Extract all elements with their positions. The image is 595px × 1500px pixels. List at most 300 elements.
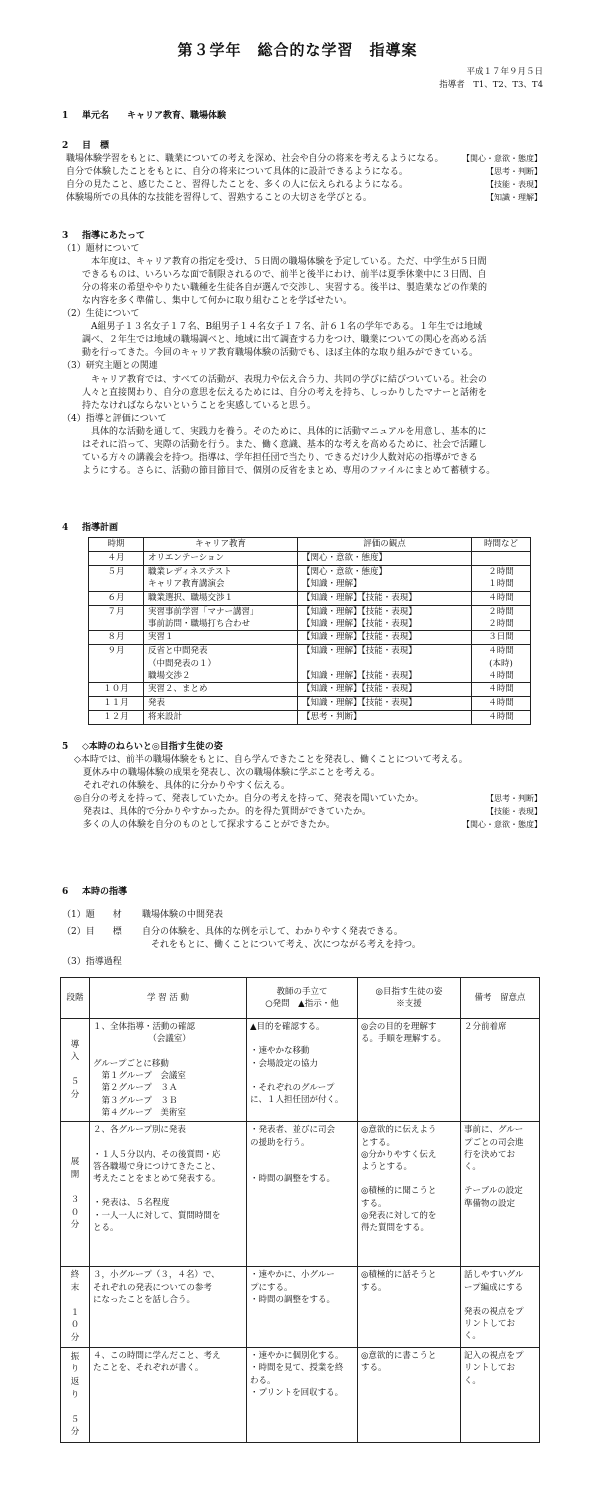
teacher-support-line: プにする。 <box>250 1282 293 1293</box>
teacher-support-cell <box>247 1347 358 1442</box>
teacher-support-line: ・速やかに個別化する。 <box>250 1350 344 1361</box>
student-goal-line: する。 <box>361 1282 387 1293</box>
process-row <box>61 1267 540 1348</box>
student-goal-cell <box>358 1347 461 1442</box>
plan-hours: ４時間 <box>488 592 514 603</box>
plan-header: 時期 <box>89 538 144 552</box>
teacher-support-line <box>250 1033 354 1045</box>
paragraph-line: できるものは、いろいろな面で制限されるので、前半と後半にわけ、前半は夏季休業中に３日間、自 <box>82 270 487 281</box>
plan-hours-cell <box>472 711 531 725</box>
student-goal-line: ようとする。 <box>361 1162 413 1173</box>
process-table <box>60 977 540 1443</box>
activity-line: （会議室） <box>93 1034 191 1045</box>
stage-line: 展 <box>70 1157 80 1168</box>
student-goal-line: 得た質問をする。 <box>361 1223 430 1234</box>
process-header-notes: 備考 留意点 <box>461 978 540 1019</box>
plan-hours <box>476 552 526 564</box>
goal-tag: 【技能・表現】 <box>486 180 542 190</box>
student-goal-line: ◎分かりやすく伝え <box>361 1149 437 1160</box>
activity-line: 第１グループ 会議室 <box>93 1070 186 1081</box>
header-line: 教師の手立て <box>276 986 328 997</box>
plan-hours-cell <box>472 605 531 631</box>
plan-eval-cell <box>298 697 472 711</box>
stage-line: ５ <box>70 1414 80 1425</box>
stage-line: ０ <box>70 1320 80 1331</box>
activity-line: 第３グループ ３Ｂ <box>93 1095 178 1106</box>
goal-row <box>62 179 542 192</box>
plan-activity: （中間発表の１） <box>148 658 217 669</box>
notes-line <box>464 1173 536 1185</box>
plan-eval <box>302 658 467 670</box>
notes-cell <box>461 1019 540 1122</box>
plan-hours-cell <box>472 631 531 645</box>
plan-hours-cell <box>472 552 531 566</box>
activity-line <box>93 1185 243 1197</box>
plan-hours: ４時間 <box>488 670 514 681</box>
paragraph-line: A組男子１３名女子１７名、B組男子１４名女子１７名、計６１名の学年である。１年生では地域 <box>82 322 483 333</box>
goal-text: 自分で体験したことをもとに、自分の将来について具体的に設計できるようになる。 <box>66 167 408 178</box>
section-title: 指導にあたって <box>82 231 146 241</box>
teacher-support-line: ・時間を見て、授業を終 <box>250 1363 344 1374</box>
plan-activity-cell <box>144 645 298 683</box>
plan-hours: ４時間 <box>488 698 514 709</box>
plan-month: ７月 <box>89 605 144 631</box>
student-goal-cell <box>358 1019 461 1122</box>
plan-activity-cell <box>144 591 298 605</box>
section-guidance <box>62 230 542 478</box>
plan-eval: 【知識・理解】【技能・表現】 <box>302 632 417 643</box>
stage-line: 振 <box>70 1351 80 1362</box>
plan-hours-cell <box>472 591 531 605</box>
plan-activity-cell <box>144 566 298 592</box>
stage-line: 末 <box>70 1282 80 1293</box>
guidance-subsection <box>62 308 542 360</box>
student-goal-cell <box>358 1267 461 1348</box>
aim-line <box>62 806 542 819</box>
process-header-row <box>61 978 540 1019</box>
notes-cell <box>461 1267 540 1348</box>
goal-tag: 【思考・判断】 <box>486 167 542 177</box>
goal-text: 職場体験学習をもとに、職業についての考えを深め、社会や自分の将来を考えるようになる。 <box>66 154 444 165</box>
paragraph-line: キャリア教育では、すべての活動が、表現力や伝え合う力、共同の学びに結びついている。社会の <box>82 374 487 385</box>
section-title: 単元名 <box>82 111 110 121</box>
teacher-support-line: ・発表者、並びに司会 <box>250 1125 336 1136</box>
plan-hours: ４時間 <box>488 646 514 657</box>
teacher-support-line <box>250 1161 354 1173</box>
notes-cell <box>461 1122 540 1267</box>
plan-activity-cell <box>144 697 298 711</box>
activity-line: になったことを話し合う。 <box>93 1294 196 1305</box>
plan-activity-cell <box>144 605 298 631</box>
activity-line: とる。 <box>93 1223 119 1234</box>
notes-line: 事前に、グルー <box>464 1125 524 1136</box>
stage-cell <box>61 1267 90 1348</box>
teacher-support-line: ・プリントを回収する。 <box>250 1387 344 1398</box>
plan-activity-cell <box>144 631 298 645</box>
section-title: ◇本時のねらいと◎目指す生徒の姿 <box>82 742 223 752</box>
paragraph-line: 分の将来の希望ややりたい職種を生徒各自が選んで交渉し、実習する。後半は、製造業などの作業的 <box>82 283 488 294</box>
plan-hours-cell <box>472 566 531 592</box>
plan-activity: 反省と中間発表 <box>148 646 208 657</box>
header-line: ◎目指す生徒の姿 <box>375 986 443 997</box>
subsection-label: （3）研究主題との関連 <box>62 361 158 372</box>
subsection-label: （1）題材について <box>62 244 140 255</box>
activity-line: ・発表は、５名程度 <box>93 1198 170 1209</box>
activity-line: 第４グループ 美術室 <box>93 1107 186 1118</box>
student-goal-line: ◎会の目的を理解す <box>361 1022 437 1032</box>
aim-line <box>62 780 542 793</box>
stage-line: 返 <box>70 1377 80 1388</box>
guidance-subsection <box>62 243 542 308</box>
activity-line: 答各職場で身につけてきたこと、 <box>93 1161 221 1172</box>
plan-eval: 【知識・理解】【技能・表現】 <box>302 698 417 709</box>
plan-activity: 実習２、まとめ <box>148 684 208 695</box>
plan-hours: ２時間 <box>488 618 514 629</box>
paragraph-line: な内容を多く準備し、集中して何かに取り組むことを学ばせたい。 <box>82 296 353 307</box>
header-meta <box>439 66 543 92</box>
plan-activity: 実習１ <box>148 632 174 643</box>
plan-month: ４月 <box>89 552 144 566</box>
aim-text: 発表は、具体的で分かりやすかったか。的を得た質問ができていたか。 <box>74 807 372 818</box>
lesson-topic <box>62 909 542 922</box>
plan-eval: 【知識・理解】 <box>302 579 362 590</box>
student-goal-line: ◎積極的に聞こうと <box>361 1186 437 1197</box>
section-title: 目 標 <box>82 141 110 151</box>
notes-line <box>464 1294 536 1306</box>
goal-tag: 【知識・理解】 <box>486 193 542 203</box>
aims-list <box>62 754 542 832</box>
guidance-subsection <box>62 360 542 412</box>
plan-eval-cell <box>298 683 472 697</box>
unit-name: キャリア教育、職場体験 <box>127 111 227 121</box>
teacher-support-cell <box>247 1267 358 1348</box>
stage-line: 分 <box>70 1220 80 1231</box>
aim-text: 多くの人の体験を自分のものとして探求することができたか。 <box>74 820 336 831</box>
stage-line <box>64 1064 86 1076</box>
notes-line: 記入の視点をプ <box>464 1350 524 1361</box>
plan-activity-cell <box>144 683 298 697</box>
plan-activity: 事前訪問・職場打ち合わせ <box>148 618 251 629</box>
aim-line <box>62 767 542 780</box>
plan-eval-cell <box>298 591 472 605</box>
activity-line: ３，小グループ（３，４名）で、 <box>93 1270 220 1281</box>
plan-hours: (本時) <box>489 658 513 669</box>
teacher-support-cell <box>247 1019 358 1122</box>
stage-line <box>64 1182 86 1194</box>
goal-row <box>62 192 542 205</box>
notes-line: リントしてお <box>464 1319 516 1330</box>
activity-cell <box>90 1347 247 1442</box>
plan-header: 評価の観点 <box>298 538 472 552</box>
goal-row <box>62 153 542 166</box>
process-header-stage: 段階 <box>61 978 90 1019</box>
notes-line: テーブルの設定 <box>464 1186 523 1197</box>
aim-tag: 【関心・意欲・態度】 <box>462 820 542 830</box>
plan-table <box>88 537 531 725</box>
section-number: 6 <box>62 887 69 897</box>
plan-activity: 職業レディネステスト <box>148 567 232 577</box>
activity-line: グループごとに移動 <box>93 1058 169 1069</box>
header-line: ○発問 ▲指示・他 <box>265 999 339 1009</box>
plan-month: １２月 <box>89 711 144 725</box>
stage-cell <box>61 1122 90 1267</box>
stage-line: 分 <box>70 1089 80 1100</box>
lesson-process-label: （3）指導過程 <box>62 957 122 968</box>
activity-line: ・一人一人に対して、質問時間を <box>93 1210 221 1221</box>
header-line: ※支援 <box>396 999 422 1009</box>
aim-line <box>62 819 542 832</box>
plan-activity-cell <box>144 711 298 725</box>
teacher-support-line: に、１人担任団が付く。 <box>250 1095 344 1106</box>
student-goal-line: する。 <box>361 1363 387 1374</box>
stage-line: 開 <box>70 1170 80 1181</box>
process-header-student <box>358 978 461 1019</box>
plan-row <box>89 552 531 566</box>
student-goal-line: る。手順を理解する。 <box>361 1034 447 1045</box>
notes-line: 準備物の設定 <box>464 1198 516 1209</box>
section-goals <box>62 140 542 205</box>
process-header-activity: 学 習 活 動 <box>90 978 247 1019</box>
plan-activity: 職業選択、職場交渉１ <box>148 592 234 603</box>
lesson-goal-line: それをもとに、働くことについて考え、次につながる考えを持つ。 <box>151 940 421 951</box>
stage-line: り <box>70 1389 80 1400</box>
student-goal-line <box>361 1173 457 1185</box>
aim-text: それぞれの体験を、具体的に分かりやすく伝える。 <box>74 781 291 792</box>
notes-line: 行を決めてお <box>464 1149 516 1160</box>
section-heading <box>62 741 542 754</box>
section-heading <box>62 140 542 153</box>
plan-eval: 【知識・理解】【技能・表現】 <box>302 670 417 681</box>
plan-month: ６月 <box>89 591 144 605</box>
subsection-label: （4）指導と評価について <box>62 413 167 424</box>
plan-eval: 【関心・意欲・態度】 <box>302 553 388 563</box>
section-heading <box>62 110 542 123</box>
section-plan <box>62 522 542 535</box>
plan-row <box>89 711 531 725</box>
process-header-teacher <box>247 978 358 1019</box>
subsection-label: （2）生徒について <box>62 309 140 320</box>
plan-activity: 将来設計 <box>148 712 183 723</box>
plan-activity-cell <box>144 552 298 566</box>
notes-line: 発表の視点をプ <box>464 1306 524 1317</box>
stage-line: 分 <box>70 1427 80 1438</box>
section-title: 指導計画 <box>82 523 119 533</box>
notes-line: く。 <box>464 1331 481 1342</box>
goal-list <box>62 153 542 205</box>
plan-eval: 【知識・理解】【技能・表現】 <box>302 684 417 695</box>
stage-line: ３ <box>70 1194 80 1205</box>
aim-text: ◇本時では、前半の職場体験をもとに、自ら学んできたことを発表し、働くことについて考える。 <box>74 755 468 766</box>
plan-eval-cell <box>298 645 472 683</box>
plan-hours: ２時間 <box>488 606 514 617</box>
section-heading <box>62 522 542 535</box>
section-unit <box>62 110 542 123</box>
date: 平成１７年９月５日 <box>466 67 543 77</box>
plan-row <box>89 591 531 605</box>
student-goal-line: ◎発表に対して的を <box>361 1211 437 1222</box>
activity-line: ・１人５分以内、その後質問・応 <box>93 1149 221 1160</box>
notes-line: ープ編成にする <box>464 1282 524 1293</box>
plan-hours-cell <box>472 683 531 697</box>
goal-text: 体験場所での具体的な技能を習得して、習熟することの大切さを学びとる。 <box>66 193 372 204</box>
teacher-support-line: ・速やかに、小グルー <box>250 1270 335 1281</box>
paragraph-line: 調べ、２年生では地域の職場調べと、地域に出て調査する力をつけ、職業についての関心を高める活 <box>82 335 487 346</box>
student-goal-cell <box>358 1122 461 1267</box>
paragraph-line: 人々と直接関わり、自分の意思を伝えるためには、自分の考えを持ち、しっかりしたマナーと話術を <box>82 387 488 398</box>
teacher-support-line: ・時間の調整をする。 <box>250 1294 336 1305</box>
activity-line: 考えたことをまとめて発表する。 <box>93 1174 221 1185</box>
teacher-support-line: ・速やかな移動 <box>250 1046 310 1057</box>
lesson-topic-value: 職場体験の中間発表 <box>142 910 224 921</box>
lesson-topic-label: （1）題 材 <box>62 910 122 921</box>
guidance-subsections <box>62 243 542 478</box>
notes-line: 話しやすいグル <box>464 1270 524 1281</box>
plan-activity: キャリア教育講演会 <box>148 579 225 590</box>
plan-month: ５月 <box>89 566 144 592</box>
section-number: 4 <box>62 523 69 533</box>
section-heading <box>62 886 542 899</box>
notes-cell <box>461 1347 540 1442</box>
plan-row <box>89 631 531 645</box>
aim-tag: 【思考・判断】 <box>486 794 542 804</box>
student-goal-line: ◎積極的に話そうと <box>361 1270 437 1281</box>
teacher-support-line <box>250 1070 354 1082</box>
student-goal-line: ◎意欲的に書こうと <box>361 1350 437 1361</box>
plan-eval-cell <box>298 566 472 592</box>
plan-header-row <box>89 538 531 552</box>
plan-row <box>89 697 531 711</box>
student-goal-line: とする。 <box>361 1137 396 1148</box>
plan-hours: ３日間 <box>488 632 514 643</box>
stage-line: ５ <box>70 1077 80 1088</box>
goal-tag: 【関心・意欲・態度】 <box>462 154 542 164</box>
plan-hours: ４時間 <box>488 684 514 695</box>
activity-line: それぞれの発表についての参考 <box>93 1282 212 1293</box>
teacher-support-line: わる。 <box>250 1375 276 1386</box>
stage-cell <box>61 1019 90 1122</box>
guidance-subsection <box>62 413 542 478</box>
section-number: 2 <box>62 141 69 151</box>
stage-line: ０ <box>70 1207 80 1218</box>
aim-tag: 【技能・表現】 <box>486 807 542 817</box>
section-title: 本時の指導 <box>82 887 128 897</box>
teacher-support-line: ・会場設定の協力 <box>250 1058 319 1069</box>
plan-activity: 職場交渉２ <box>148 670 191 681</box>
paragraph-line: 持たなければならないということを実感していると思う。 <box>82 400 317 411</box>
teacher-support-line: ▲目的を確認する。 <box>250 1022 325 1032</box>
plan-row <box>89 683 531 697</box>
notes-line: リントしてお <box>464 1363 516 1374</box>
activity-line: ２、各グループ別に発表 <box>93 1125 186 1136</box>
stage-line: １ <box>70 1307 80 1318</box>
plan-header: キャリア教育 <box>144 538 298 552</box>
stage-line <box>64 1402 86 1414</box>
plan-eval: 【思考・判断】 <box>302 712 362 723</box>
activity-cell <box>90 1019 247 1122</box>
aim-text: ◎自分の考えを持って、発表していたか。自分の考えを持って、発表を聞いていたか。 <box>74 794 424 805</box>
plan-month: ９月 <box>89 645 144 683</box>
lesson-goal-line: 自分の体験を、具体的な例を示して、わかりやすく発表できる。 <box>142 927 403 938</box>
plan-hours: ４時間 <box>488 712 514 723</box>
plan-activity: 実習事前学習「マナー講習」 <box>148 606 259 617</box>
paragraph-line: ている方々の講義会を持つ。指導は、学年担任団で当たり、できるだけ少人数対応の指導ができる <box>82 452 478 463</box>
plan-header: 時間など <box>472 538 531 552</box>
paragraph-line: 具体的な活動を通して、実践力を養う。そのために、具体的に活動マニュアルを用意し、基本的に <box>82 426 487 437</box>
goal-row <box>62 166 542 179</box>
plan-activity: オリエンテーション <box>148 553 224 563</box>
plan-row <box>89 645 531 683</box>
notes-line: プごとの司会進 <box>464 1137 524 1148</box>
activity-cell <box>90 1267 247 1348</box>
activity-line <box>93 1046 243 1058</box>
stage-line: 分 <box>70 1333 80 1344</box>
paragraph-line: はそれに沿って、実際の活動を行う。また、働く意識、基本的な考えを高めるために、社会で活躍し <box>82 439 487 450</box>
instructors: 指導者 T1、T2、T3、T4 <box>439 79 543 90</box>
plan-eval: 【関心・意欲・態度】 <box>302 567 388 577</box>
teacher-support-line: ・時間の調整をする。 <box>250 1173 336 1184</box>
process-row <box>61 1019 540 1122</box>
section-number: 3 <box>62 231 69 241</box>
aim-text: 夏休み中の職場体験の成果を発表し、次の職場体験に学ぶことを考える。 <box>74 768 381 779</box>
plan-hours: ２時間 <box>488 567 514 577</box>
lesson-goal-label: （2）目 標 <box>62 927 122 938</box>
process-row <box>61 1122 540 1267</box>
notes-line: ２分前着席 <box>464 1022 507 1032</box>
paragraph-line: 本年度は、キャリア教育の指定を受け、５日間の職場体験を予定している。ただ、中学生が５日間 <box>82 257 487 268</box>
plan-hours-cell <box>472 697 531 711</box>
plan-month: １１月 <box>89 697 144 711</box>
plan-activity: 発表 <box>148 698 166 709</box>
plan-row <box>89 566 531 592</box>
stage-line: 入 <box>70 1052 80 1063</box>
plan-eval: 【知識・理解】【技能・表現】 <box>302 606 417 617</box>
stage-line: 終 <box>70 1270 80 1281</box>
plan-row <box>89 605 531 631</box>
plan-eval: 【知識・理解】【技能・表現】 <box>302 592 417 603</box>
activity-line: １、全体指導・活動の確認 <box>93 1022 196 1032</box>
activity-line: 第２グループ ３Ａ <box>93 1083 178 1094</box>
plan-month: １０月 <box>89 683 144 697</box>
stage-line: 導 <box>70 1039 80 1050</box>
section-heading <box>62 230 542 243</box>
stage-cell <box>61 1347 90 1442</box>
paragraph-line: ようにする。さらに、活動の節目節目で、個別の反省をまとめ、専用のファイルにまとめて蓄積する。 <box>82 465 496 476</box>
plan-eval: 【知識・理解】【技能・表現】 <box>302 646 417 657</box>
page-title: 第３学年 総合的な学習 指導案 <box>177 41 418 59</box>
section-number: 5 <box>62 742 69 752</box>
activity-line <box>93 1137 243 1149</box>
stage-line <box>64 1295 86 1307</box>
stage-line: り <box>70 1364 80 1375</box>
activity-line: ４、この時間に学んだこと、考え <box>93 1350 221 1361</box>
plan-eval-cell <box>298 552 472 566</box>
teacher-support-cell <box>247 1122 358 1267</box>
goal-text: 自分の見たこと、感じたこと、習得したことを、多くの人に伝えられるようになる。 <box>66 180 409 191</box>
plan-eval-cell <box>298 711 472 725</box>
aim-line <box>62 754 542 767</box>
teacher-support-line: の援助を行う。 <box>250 1137 310 1148</box>
section-lesson <box>62 886 542 969</box>
plan-eval-cell <box>298 631 472 645</box>
plan-eval: 【知識・理解】【技能・表現】 <box>302 618 417 629</box>
plan-hours-cell <box>472 645 531 683</box>
teacher-support-line <box>250 1149 354 1161</box>
plan-hours: １時間 <box>488 579 514 590</box>
activity-line: たことを、それぞれが書く。 <box>93 1363 204 1374</box>
notes-line: く。 <box>464 1162 481 1173</box>
student-goal-line: する。 <box>361 1198 387 1209</box>
activity-cell <box>90 1122 247 1267</box>
